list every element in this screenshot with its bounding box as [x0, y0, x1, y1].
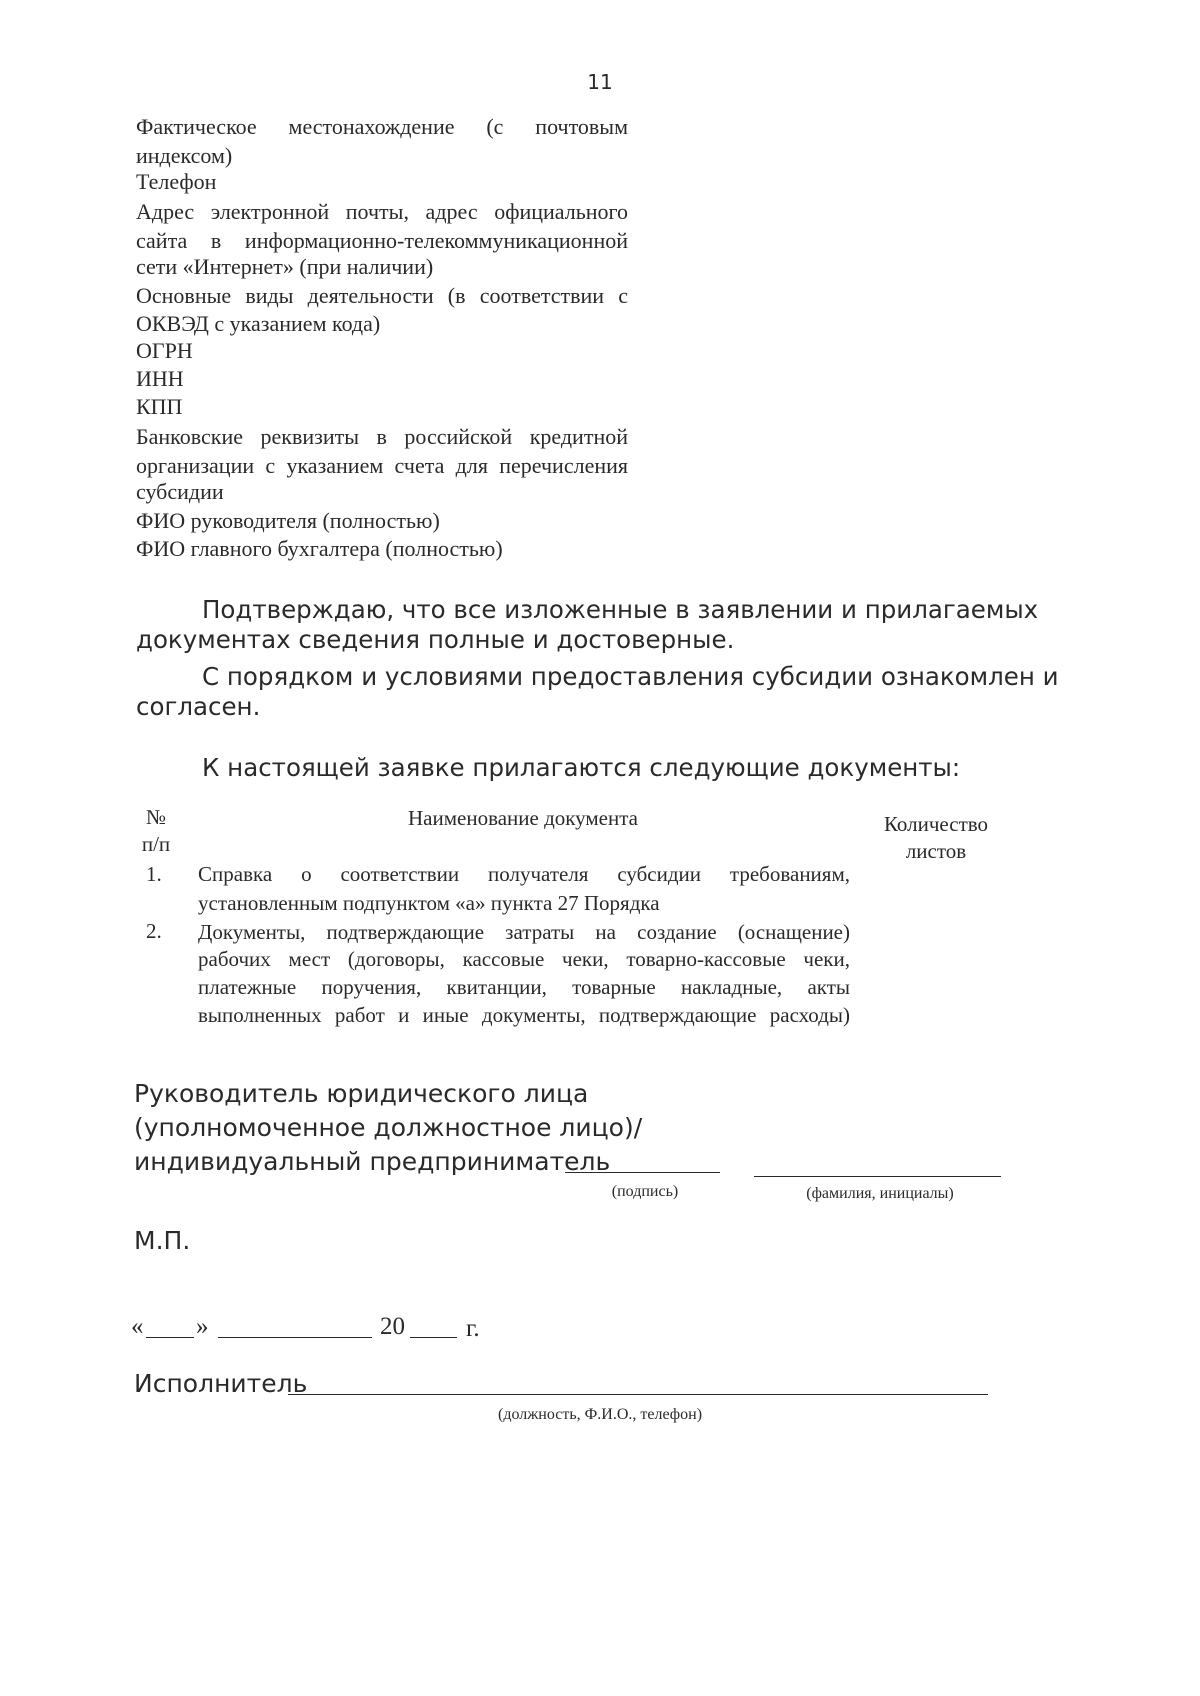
attachments-heading: К настоящей заявке прилагаются следующие документы: [202, 753, 961, 782]
column-header-count: листов [905, 839, 967, 863]
row-document-name: выполненных работ и иные документы, подтверждающие расходы) [198, 1003, 850, 1027]
requisite-line: сети «Интернет» (при наличии) [136, 254, 434, 279]
requisite-line: ФИО главного бухгалтера (полностью) [136, 536, 503, 561]
row-document-name: рабочих мест (договоры, кассовые чеки, товарно-кассовые чеки, [198, 947, 850, 971]
column-header-count: Количество [883, 812, 989, 836]
signature-field[interactable] [565, 1172, 720, 1173]
signatory-title: индивидуальный предприниматель [134, 1147, 611, 1176]
executor-caption: (должность, Ф.И.О., телефон) [497, 1406, 703, 1423]
requisite-line: Телефон [136, 169, 217, 194]
requisite-line: субсидии [136, 479, 224, 504]
row-number: 1. [146, 862, 162, 886]
column-header-number: п/п [141, 832, 171, 856]
signature-caption: (подпись) [611, 1183, 679, 1200]
signatory-title: (уполномоченное должностное лицо)/ [134, 1113, 643, 1142]
requisite-line: сайта в информационно-телекоммуникационной [136, 228, 628, 253]
date-year-suffix: г. [466, 1315, 480, 1342]
row-number: 2. [146, 919, 162, 943]
stamp-label: М.П. [134, 1226, 191, 1255]
date-month-field[interactable] [218, 1337, 372, 1338]
date-open-quote: « [131, 1313, 144, 1340]
requisite-line: ОГРН [136, 338, 193, 363]
requisite-line: КПП [136, 394, 183, 419]
confirmation-paragraph-1-cont: документах сведения полные и достоверные. [136, 625, 735, 654]
date-day-field[interactable] [146, 1337, 194, 1338]
executor-label: Исполнитель [134, 1369, 308, 1398]
row-document-name: Документы, подтверждающие затраты на создание (оснащение) [198, 920, 850, 944]
requisite-line: ИНН [136, 366, 184, 391]
confirmation-paragraph-1: Подтверждаю, что все изложенные в заявлении и прилагаемых [202, 595, 1039, 624]
page-number: 11 [587, 70, 613, 94]
date-year-field[interactable] [410, 1337, 457, 1338]
name-field[interactable] [754, 1176, 1001, 1177]
requisite-line: Основные виды деятельности (в соответствии с [136, 283, 628, 308]
requisite-line: ФИО руководителя (полностью) [136, 508, 440, 533]
requisite-line: ОКВЭД с указанием кода) [136, 311, 381, 336]
confirmation-paragraph-2-cont: согласен. [136, 692, 261, 721]
row-document-name: платежные поручения, квитанции, товарные накладные, акты [198, 975, 850, 999]
row-document-name: Справка о соответствии получателя субсидии требованиям, [198, 862, 850, 886]
requisite-line: индексом) [136, 143, 233, 168]
requisite-line: Адрес электронной почты, адрес официального [136, 199, 628, 224]
signatory-title: Руководитель юридического лица [134, 1079, 589, 1108]
confirmation-paragraph-2: С порядком и условиями предоставления субсидии ознакомлен и [202, 662, 1059, 691]
column-header-number: № [145, 805, 167, 829]
date-close-quote: » [196, 1313, 209, 1340]
name-caption: (фамилия, инициалы) [806, 1185, 954, 1202]
date-year-prefix: 20 [380, 1313, 405, 1340]
requisite-line: Фактическое местонахождение (с почтовым [136, 114, 628, 139]
requisite-line: Банковские реквизиты в российской кредитной [136, 424, 628, 449]
requisite-line: организации с указанием счета для перечисления [136, 453, 628, 478]
executor-field[interactable] [288, 1394, 988, 1395]
column-header-name: Наименование документа [408, 806, 638, 830]
row-document-name: установленным подпунктом «а» пункта 27 Порядка [198, 891, 660, 915]
